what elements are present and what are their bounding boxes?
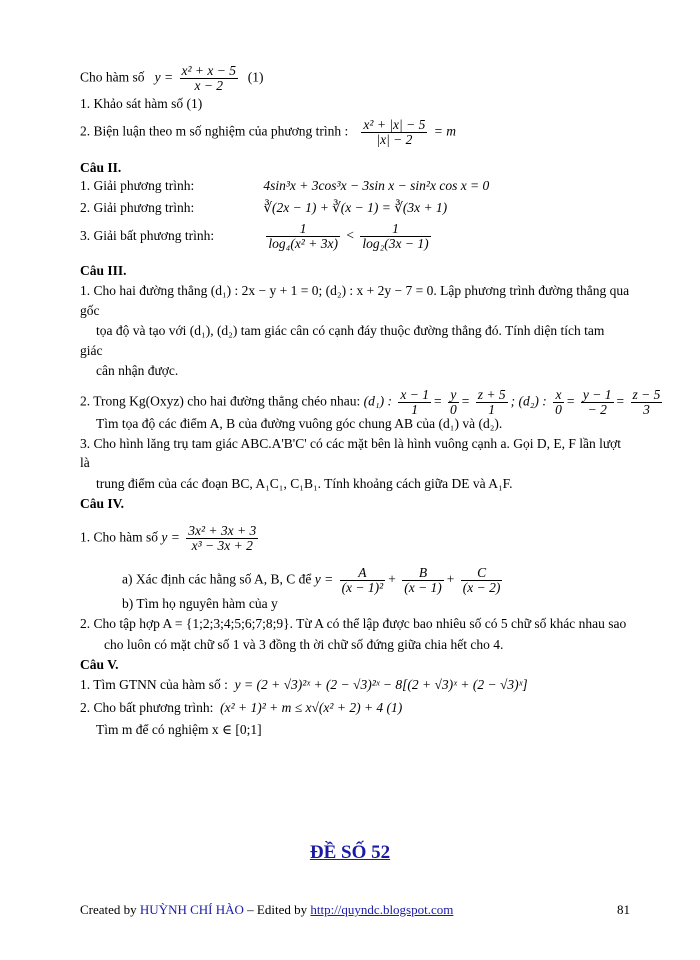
q3-item-1d: giác <box>80 343 103 358</box>
q3-heading: Câu III. <box>80 263 127 278</box>
q5-item-1: 1. Tìm GTNN của hàm số : y = (2 + √3)²ˣ + (2 − √3)²ˣ − 8[(2 + √3)ˣ + (2 − √3)ˣ] <box>80 677 528 692</box>
q3-item-2b: Tìm tọa độ các điểm A, B của đường vuông góc chung AB của (d₁) và (d₂). <box>96 416 503 431</box>
footer: Created by HUỲNH CHÍ HÀO – Edited by http://quyndc.blogspot.com <box>80 902 454 917</box>
q5-heading: Câu V. <box>80 657 119 672</box>
q5-item-2: 2. Cho bất phương trình: (x² + 1)² + m ≤ x√(x² + 2) + 4 (1) <box>80 700 403 715</box>
q1-fraction: $\frac{\text{x² + x − 5}}{x - 2}$ <box>181 63 237 93</box>
page-number: 81 <box>617 902 630 917</box>
q1-item-2: 2. Biện luận theo m số nghiệm của phương trình : $\frac{\text{x² + |x| − 5}}{|x| - 2}$ = m <box>80 117 456 147</box>
q3-item-1e: cân nhận được. <box>96 363 179 378</box>
q4-heading: Câu IV. <box>80 496 125 511</box>
q1-function: Cho hàm số y = $\frac{\text{x² + x − 5}}{x - 2}$ (1) <box>80 63 264 93</box>
q3-item-1b: gốc <box>80 303 100 318</box>
q4-item-2a: 2. Cho tập hợp A = {1;2;3;4;5;6;7;8;9}. Từ A có thể lập được bao nhiêu số có 5 chữ số khác nhau sao <box>80 616 627 631</box>
q4-item-2b: cho luôn có mặt chữ số 1 và 3 đồng th ời chữ số đứng giữa chia hết cho 4. <box>104 637 504 652</box>
q4-item-1: 1. Cho hàm số y = $\frac{\text{3x² + 3x + 3}}{\text{x³ − 3x + 2}}$ <box>80 523 257 553</box>
q3-item-3b: là <box>80 455 90 470</box>
q2-item-3: 3. Giải bất phương trình: $\frac{1}{\text{log₄(x² + 3x)}}$ < $\frac{1}{\text{log₂(3x − 1)}}$ <box>80 221 429 251</box>
q2-heading: Câu II. <box>80 160 122 175</box>
q1-item-2-fraction: $\frac{\text{x² + |x| − 5}}{|x| - 2}$ <box>363 117 426 147</box>
q3-item-3a: 3. Cho hình lăng trụ tam giác ABC.A'B'C' có các mặt bên là hình vuông cạnh a. Gọi D, E, F lần lượt <box>80 436 622 451</box>
q2-item-2: 2. Giải phương trình: ∛(2x − 1) + ∛(x − 1) = ∛(3x + 1) <box>80 200 448 215</box>
section-title: ĐỀ SỐ 52 <box>309 842 391 863</box>
q1-intro: Cho hàm số <box>80 69 145 85</box>
q3-item-1a: 1. Cho hai đường thẳng (d₁) : 2x − y + 1 = 0; (d₂) : x + 2y − 7 = 0. Lập phương trình đường thẳng qua <box>80 283 630 298</box>
footer-link[interactable]: http://quyndc.blogspot.com <box>310 902 454 917</box>
q3-item-1c: tọa độ và tạo với (d₁), (d₂) tam giác cân có cạnh đáy thuộc đường thẳng đó. Tính diện tích tam <box>96 323 605 338</box>
footer-author: HUỲNH CHÍ HÀO <box>139 902 244 917</box>
q5-item-2b: Tìm m để có nghiệm x ∈ [0;1] <box>96 722 262 737</box>
q2-item-1: 1. Giải phương trình: 4sin³x + 3cos³x − 3sin x − sin²x cos x = 0 <box>80 178 490 193</box>
q3-item-2: 2. Trong Kg(Oxyz) cho hai đường thẳng chéo nhau: (d₁) : $\frac{x - 1}{1}$ = $\frac{y}{0}$ = $\frac{z + 5}{1}$ ; (d₂) : $\frac{x}{0}$ = $\frac{y - 1}{- 2}$ = $\frac{z - 5}{3}$ <box>80 387 661 417</box>
q4-item-1b: b) Tìm họ nguyên hàm của y <box>122 596 278 611</box>
q3-item-3c: trung điểm của các đoạn BC, A₁C₁, C₁B₁. Tính khoảng cách giữa DE và A₁F. <box>96 476 513 491</box>
q4-item-1a: a) Xác định các hằng số A, B, C để y = $\frac{A}{\text{(x − 1)²}}$ + $\frac{B}{(x - 1)}$ + $\frac{C}{(x - 2)}$ <box>122 565 501 595</box>
q1-item-1: 1. Khảo sát hàm số (1) <box>80 96 203 111</box>
